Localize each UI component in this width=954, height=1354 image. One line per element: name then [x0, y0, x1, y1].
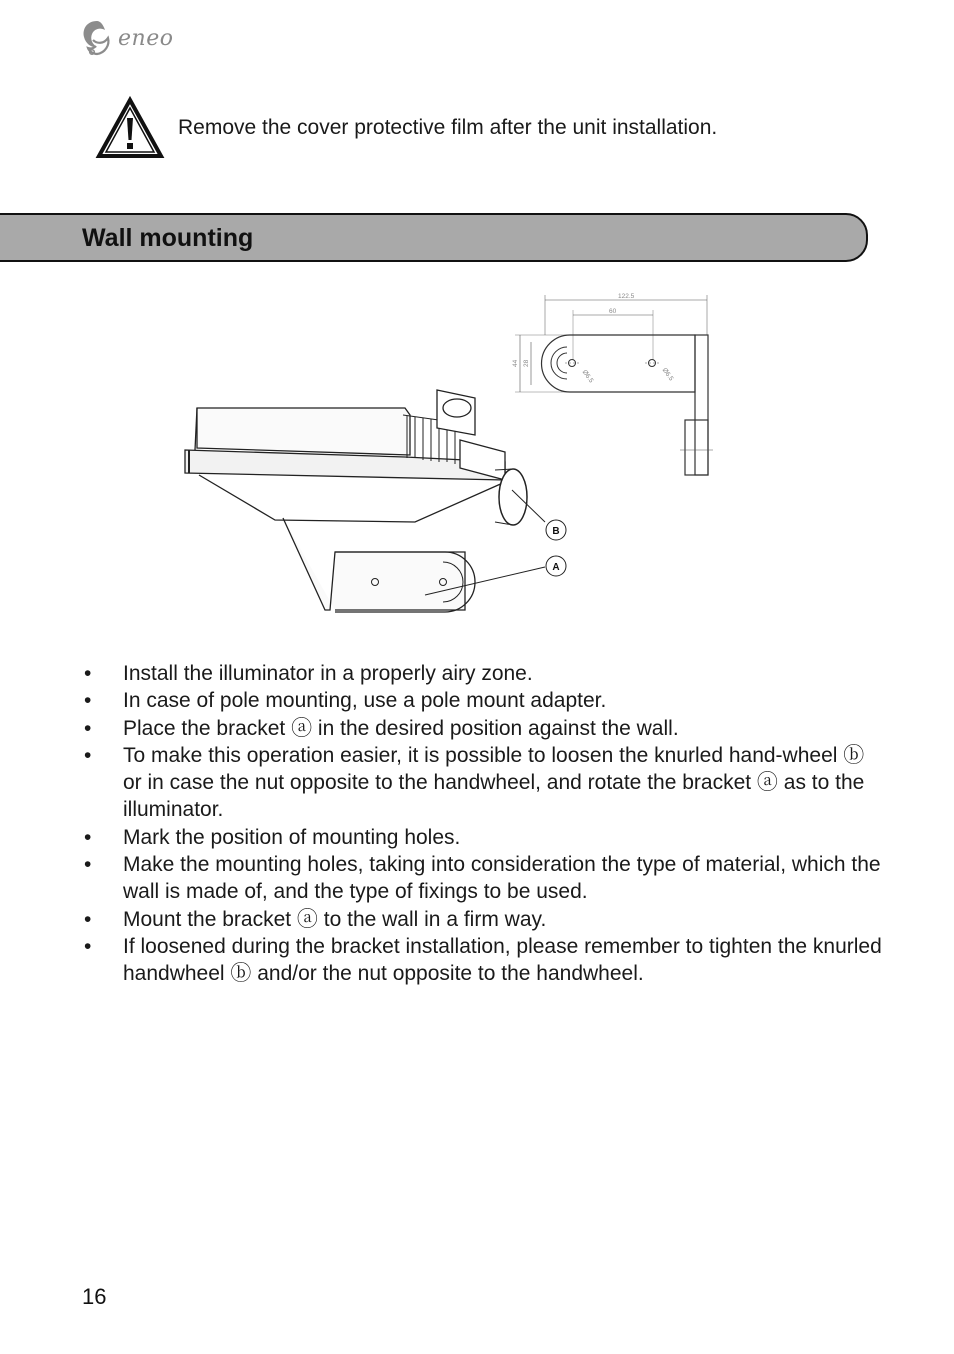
list-item-text: Install the illuminator in a properly airy zone.	[123, 662, 533, 685]
bullet-dot: •	[84, 853, 92, 877]
bullet-dot: •	[84, 716, 92, 740]
wall-mount-illustration	[175, 290, 735, 620]
dim-28: 28	[523, 359, 530, 367]
logo-text: eneo	[118, 25, 174, 51]
bullet-dot: •	[84, 689, 92, 713]
bullet-dot: •	[84, 662, 92, 685]
dim-60: 60	[609, 308, 617, 315]
bullet-dot: •	[84, 825, 92, 849]
list-item-text: If loosened during the bracket installation, please remember to tighten the knurled handwheel ⓑ and/or the nut opposite to the handwheel.	[123, 934, 882, 986]
list-item	[84, 687, 884, 714]
page-number: 16	[82, 1284, 107, 1309]
callout-a-label: A	[552, 562, 560, 573]
list-item-text: Place the bracket ⓐ in the desired position against the wall.	[123, 716, 679, 740]
list-item-text: Mark the position of mounting holes.	[123, 825, 461, 849]
list-item	[84, 715, 884, 742]
instruction-list	[84, 660, 884, 988]
eneo-swirl-icon	[80, 18, 114, 58]
warning-triangle-icon	[95, 96, 165, 160]
list-item-text: Make the mounting holes, taking into consideration the type of material, which the wall is made of, and the type of fixings to be used.	[123, 853, 881, 904]
bracket-dimension-drawing	[515, 295, 713, 475]
dim-hole-1: Ø6.5	[580, 368, 595, 385]
dim-hole-2: Ø6.5	[660, 366, 675, 383]
list-item	[84, 906, 884, 933]
warning-text: Remove the cover protective film after the unit installation.	[178, 116, 718, 139]
callout-b-label: B	[552, 526, 560, 537]
dim-44: 44	[512, 359, 519, 367]
dim-122-5: 122.5	[618, 293, 635, 300]
list-item-text: Mount the bracket ⓐ to the wall in a firm way.	[123, 907, 547, 931]
brand-logo	[80, 16, 173, 60]
list-item-text: In case of pole mounting, use a pole mount adapter.	[123, 689, 607, 713]
list-item	[84, 933, 884, 988]
list-item	[84, 824, 884, 851]
section-title: Wall mounting	[82, 224, 254, 252]
bullet-dot: •	[84, 743, 92, 767]
bullet-dot: •	[84, 934, 92, 958]
bullet-dot: •	[84, 907, 92, 931]
list-item	[84, 660, 884, 687]
list-item-text: To make this operation easier, it is possible to loosen the knurled hand-wheel ⓑ or in case the nut opposite to the handwheel, and rotate the bracket ⓐ as to the illuminator.	[123, 743, 865, 822]
list-item	[84, 742, 884, 824]
list-item	[84, 851, 884, 906]
illuminator-drawing	[185, 390, 527, 612]
